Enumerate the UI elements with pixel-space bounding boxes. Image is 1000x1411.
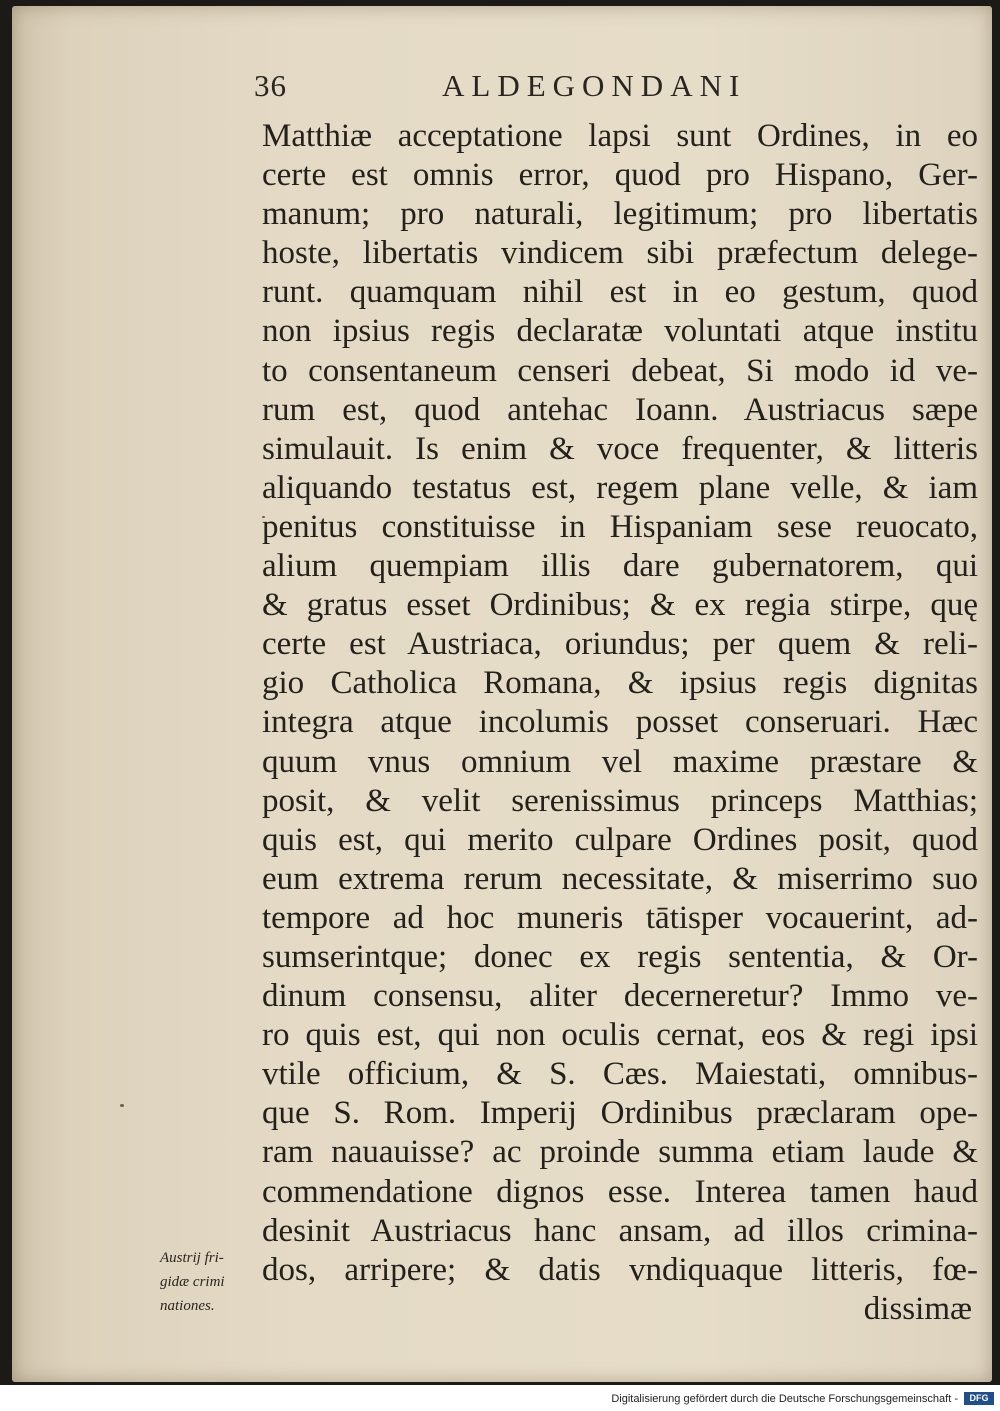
ink-speck: [120, 1104, 124, 1107]
text-line: penitus constituisse in Hispaniam sese reuocato,: [262, 508, 978, 545]
text-line: que S. Rom. Imperij Ordinibus præclaram ope-: [262, 1095, 978, 1132]
marginal-note-line: gidæ crimi: [160, 1274, 225, 1290]
text-line: eum extrema rerum necessitate, & miserrimo suo: [262, 860, 978, 897]
running-title: ALDEGONDANI: [442, 68, 747, 103]
dfg-logo: DFG: [964, 1392, 994, 1405]
text-line: & gratus esset Ordinibus; & ex regia stirpe, quę: [262, 587, 978, 624]
text-line: hoste, libertatis vindicem sibi præfectum delege-: [262, 235, 978, 272]
text-line: simulauit. Is enim & voce frequenter, & litteris: [262, 430, 978, 467]
text-line: tempore ad hoc muneris tātisper vocauerint, ad-: [262, 899, 978, 936]
text-line: desinit Austriacus hanc ansam, ad illos crimina-: [262, 1212, 978, 1249]
text-line: ram nauauisse? ac proinde summa etiam laude &: [262, 1134, 978, 1171]
text-line: sumserintque; donec ex regis sententia, & Or-: [262, 938, 978, 975]
marginal-note-line: Austrij fri-: [160, 1250, 224, 1266]
text-line: rum est, quod antehac Ioann. Austriacus sæpe: [262, 391, 978, 428]
running-head: [254, 68, 814, 108]
marginal-note-line: nationes.: [160, 1298, 215, 1314]
text-line: to consentaneum censeri debeat, Si modo id ve-: [262, 352, 978, 389]
text-line: certe est Austriaca, oriundus; per quem & reli-: [262, 626, 978, 663]
text-line: posit, & velit serenissimus princeps Matthias;: [262, 782, 978, 819]
text-line: quum vnus omnium vel maxime præstare &: [262, 743, 978, 780]
text-line: certe est omnis error, quod pro Hispano, Ger-: [262, 157, 978, 194]
text-line: dinum consensu, aliter decerneretur? Immo ve-: [262, 978, 978, 1015]
text-line: Matthiæ acceptatione lapsi sunt Ordines, in eo: [262, 118, 978, 154]
marginal-note: [160, 1246, 285, 1318]
text-line: manum; pro naturali, legitimum; pro libertatis: [262, 196, 978, 233]
text-line: vtile officium, & S. Cæs. Maiestati, omnibus-: [262, 1056, 978, 1093]
text-line: aliquando testatus est, regem plane velle, & iam: [262, 469, 978, 506]
text-line: commendatione dignos esse. Interea tamen haud: [262, 1173, 978, 1210]
text-line: integra atque incolumis posset conseruari. Hæc: [262, 704, 978, 741]
page-number: 36: [254, 68, 287, 103]
footer-bar: [0, 1385, 1000, 1411]
text-line: alium quempiam illis dare gubernatorem, qui: [262, 548, 978, 585]
funding-credit: Digitalisierung gefördert durch die Deutsche Forschungsgemeinschaft -: [611, 1393, 958, 1405]
text-line: dos, arripere; & datis vndiquaque litteris, fœ-: [262, 1251, 978, 1288]
catchword: dissimæ: [863, 1290, 972, 1327]
text-line: gio Catholica Romana, & ipsius regis dignitas: [262, 665, 978, 702]
text-line: non ipsius regis declaratæ voluntati atque institu: [262, 313, 978, 350]
body-text: [262, 117, 978, 1329]
text-line: ro quis est, qui non oculis cernat, eos & regi ipsi: [262, 1017, 978, 1054]
text-line: runt. quamquam nihil est in eo gestum, quod: [262, 274, 978, 311]
text-line: quis est, qui merito culpare Ordines posit, quod: [262, 821, 978, 858]
